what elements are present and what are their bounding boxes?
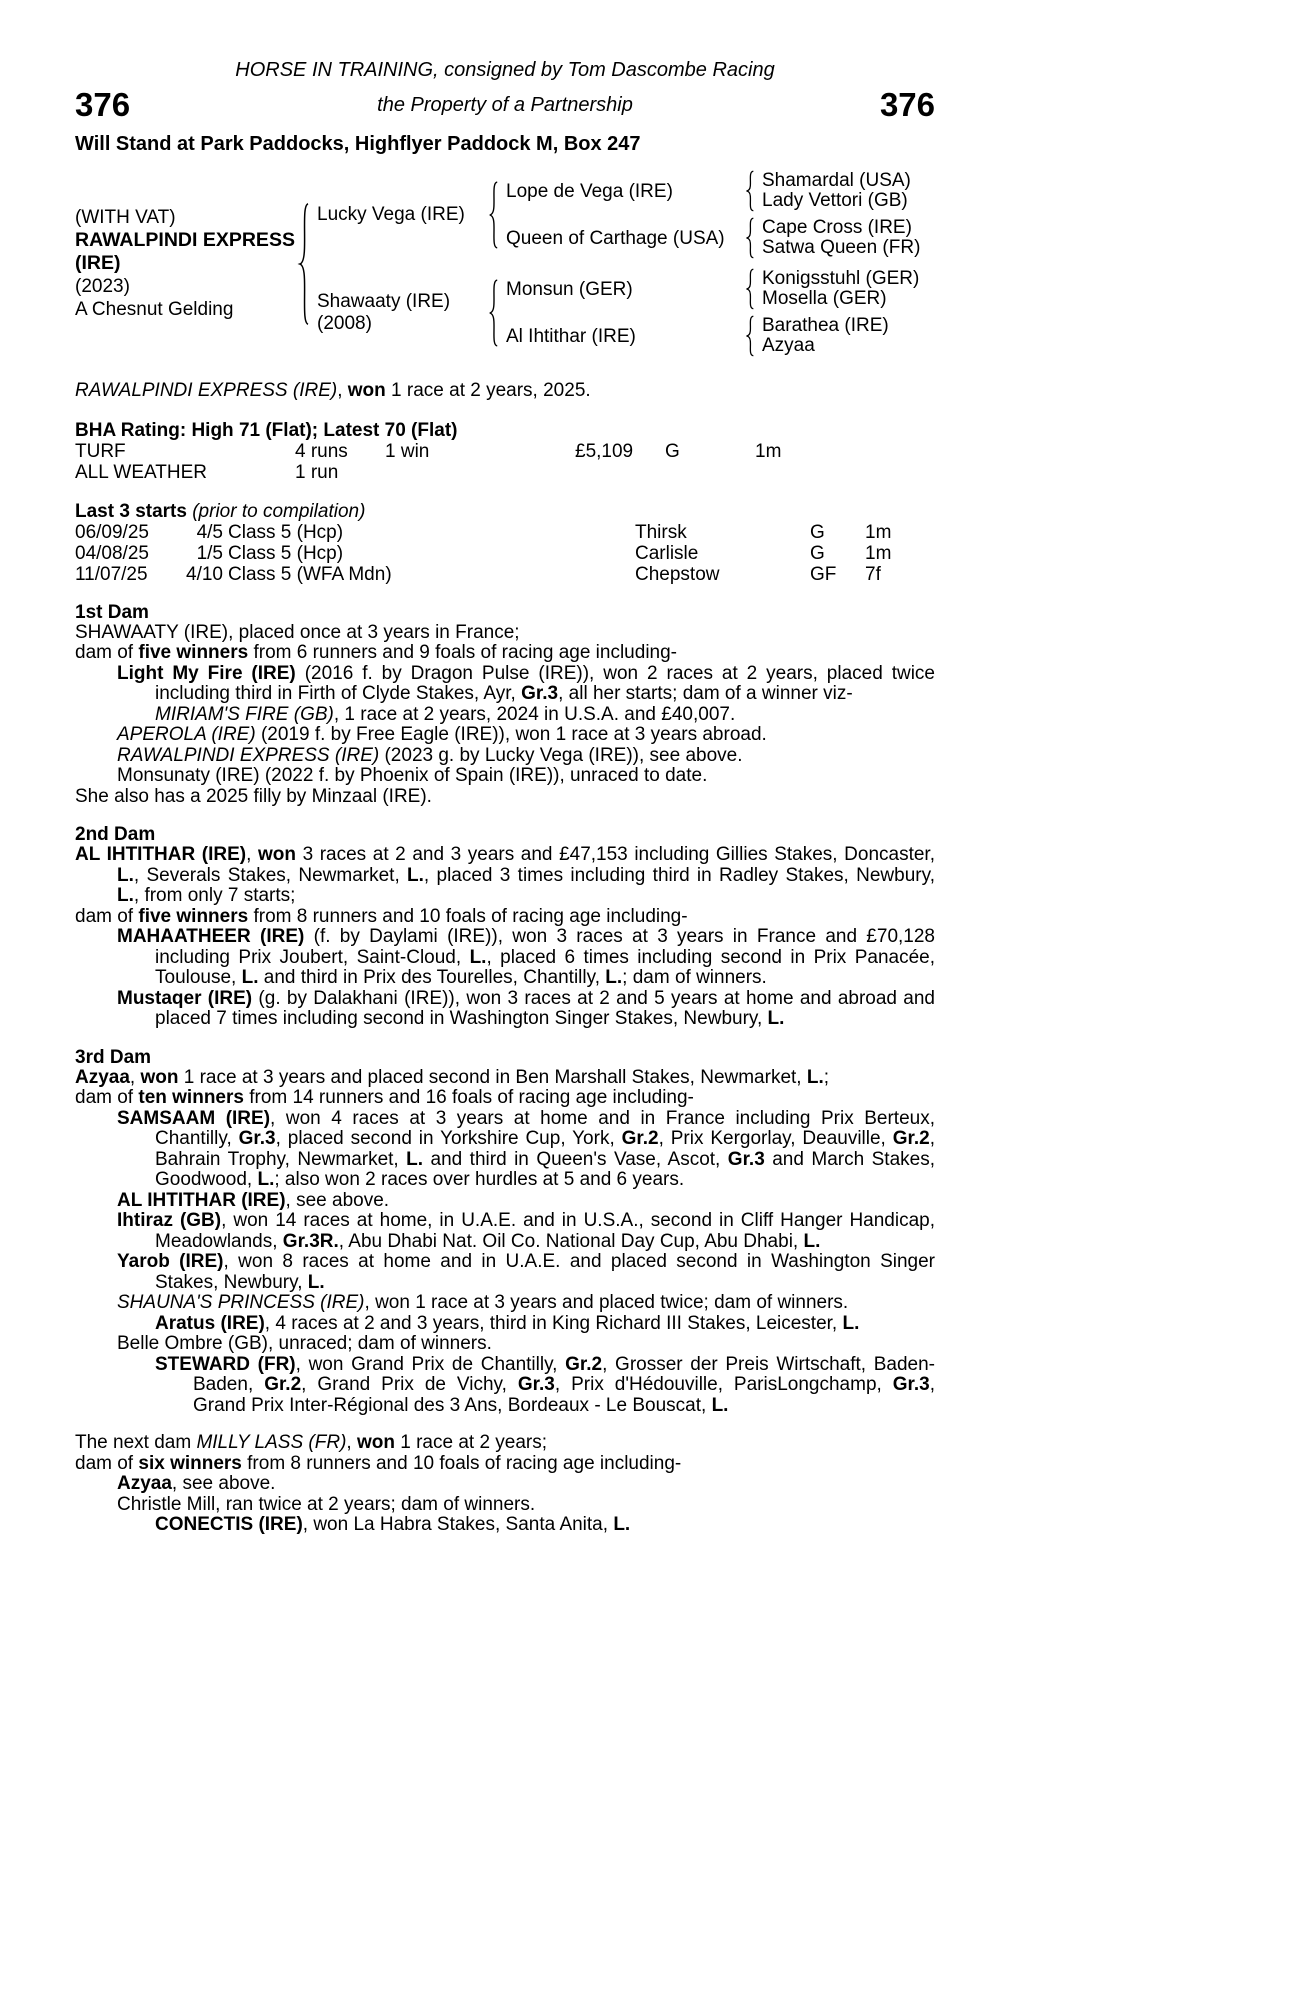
text-run: , placed 3 times including third in Radley Stakes, Newbury, <box>423 864 935 886</box>
start-position: 1/5 <box>196 542 223 564</box>
text-run: L. <box>117 864 134 886</box>
gen3-name: Mosella (GER) <box>762 288 887 309</box>
text-run: (g. by Dalakhani (IRE)), won 3 races at 2 and 5 years at home and abroad and placed 7 times including second in Washington Singer Stakes, Newbury, <box>155 987 935 1029</box>
section-heading: 3rd Dam <box>75 1046 152 1068</box>
dam-block <box>317 291 487 335</box>
subject-info <box>75 206 297 321</box>
paragraph <box>75 989 935 1030</box>
paragraph <box>75 725 935 746</box>
paragraph <box>75 1252 935 1293</box>
text-run: dam of <box>75 1452 139 1474</box>
text-run: , from only 7 starts; <box>133 885 296 906</box>
stats-row <box>75 441 935 462</box>
text-run: L. <box>605 967 623 988</box>
generation-1 <box>317 170 920 357</box>
start-row <box>75 522 935 543</box>
brace-icon <box>744 217 755 259</box>
section-heading: 1st Dam <box>75 601 149 623</box>
text-run: ten winners <box>138 1087 244 1108</box>
start-class: Class 5 (Hcp) <box>228 542 344 564</box>
text-run: , placed second in Yorkshire Cup, York, <box>275 1128 622 1149</box>
paragraph <box>75 766 935 787</box>
text-run: , won 4 races at 3 years at home and in France including Prix Berteux, Chantilly, <box>155 1107 935 1149</box>
text-run: from 14 runners and 16 foals of racing age including- <box>243 1087 694 1108</box>
text-run: MILLY LASS (FR) <box>196 1432 347 1453</box>
lot-number-right: 376 <box>879 86 935 123</box>
text-run: She also has a 2025 filly by Minzaal (IRE). <box>75 785 432 807</box>
text-run: Aratus (IRE) <box>155 1312 265 1334</box>
text-run: Belle Ombre (GB), unraced; dam of winners. <box>117 1333 492 1354</box>
sire-block <box>317 204 487 226</box>
sire-dam-row <box>506 217 920 259</box>
text-run: APEROLA (IRE) <box>117 724 256 745</box>
text-run: Gr.3 <box>521 683 559 704</box>
text-run: , placed 6 times including second in Prix Panacée, Toulouse, <box>155 946 935 988</box>
text-run: , won 1 race at 3 years and placed twice; dam of winners. <box>364 1292 849 1313</box>
text-run: Gr.3 <box>892 1374 930 1395</box>
text-run: L. <box>307 1271 325 1293</box>
text-run: , <box>129 1066 141 1088</box>
start-date: 06/09/25 <box>75 521 149 543</box>
gen3-name: Konigsstuhl (GER) <box>762 268 920 289</box>
paragraph <box>75 1191 935 1212</box>
subject-horse-name: RAWALPINDI EXPRESS (IRE) <box>75 229 295 274</box>
text-run: ; dam of winners. <box>622 967 767 988</box>
gen3-name: Barathea (IRE) <box>762 315 889 336</box>
text-run: L. <box>711 1394 729 1416</box>
sire-row <box>317 170 920 259</box>
brace-icon <box>487 180 499 250</box>
catalogue-page <box>75 0 935 1536</box>
stats-earnings: £5,109 <box>575 440 634 462</box>
dam-name: Shawaaty (IRE) <box>317 290 451 312</box>
dam-section <box>75 1433 935 1536</box>
paragraph <box>75 1211 935 1252</box>
text-run: (f. by Daylami (IRE)), won 3 races at 3 years in France and £70,128 including Prix Joubert, Saint-Cloud, <box>155 926 935 968</box>
dam-sire-row <box>506 268 919 310</box>
text-run: Azyaa <box>75 1066 130 1088</box>
dam-dam-name: Al Ihtithar (IRE) <box>506 325 636 347</box>
text-run: 1 race at 2 years, 2025. <box>385 380 591 401</box>
text-run: Gr.2 <box>892 1128 930 1149</box>
race-record-summary <box>75 381 935 402</box>
text-run: L. <box>842 1312 860 1334</box>
text-run: Gr.2 <box>565 1353 603 1375</box>
text-run: won <box>356 1432 395 1453</box>
brace-icon <box>297 200 310 328</box>
sire-name: Lucky Vega (IRE) <box>317 203 465 225</box>
gen3-name: Azyaa <box>762 335 815 356</box>
text-run: dam of <box>75 1087 139 1108</box>
text-run: , won Grand Prix de Chantilly, <box>295 1353 566 1375</box>
text-run: ; also won 2 races over hurdles at 5 and 6 years. <box>274 1169 685 1190</box>
text-run: Gr.3R. <box>282 1230 339 1252</box>
text-run: six winners <box>138 1452 242 1474</box>
stats-surface: TURF <box>75 440 126 462</box>
text-run: L. <box>803 1230 821 1252</box>
lot-row <box>75 84 935 126</box>
paragraph <box>75 643 935 664</box>
paragraph <box>75 746 935 767</box>
start-going: GF <box>810 563 837 585</box>
text-run: The next dam <box>75 1432 197 1453</box>
text-run: from 8 runners and 10 foals of racing age including- <box>241 1452 682 1474</box>
text-run: RAWALPINDI EXPRESS (IRE) <box>117 744 380 766</box>
text-run: , see above. <box>285 1189 390 1211</box>
sire-dam-name: Queen of Carthage (USA) <box>506 227 725 249</box>
text-run: five winners <box>138 642 249 663</box>
text-run: (2023 g. by Lucky Vega (IRE)), see above. <box>379 744 743 766</box>
text-run: Ihtiraz (GB) <box>117 1210 222 1231</box>
paragraph <box>75 927 935 989</box>
start-going: G <box>810 542 825 564</box>
text-run: , <box>246 844 258 865</box>
paragraph <box>75 1293 935 1314</box>
paragraph <box>75 1088 935 1109</box>
text-run: SHAUNA'S PRINCESS (IRE) <box>117 1292 365 1313</box>
start-row <box>75 543 935 564</box>
text-run: L. <box>613 1514 631 1535</box>
text-run: , all her starts; dam of a winner viz- <box>558 683 853 704</box>
start-course: Carlisle <box>635 542 699 564</box>
text-run: , Bahrain Trophy, Newmarket, <box>155 1128 935 1170</box>
last3-title: Last 3 starts <box>75 500 187 522</box>
text-run: won <box>140 1066 179 1088</box>
paragraph <box>75 1454 935 1475</box>
dam-year: (2008) <box>317 312 372 334</box>
dam-section <box>75 1047 935 1417</box>
text-run: , Prix d'Hédouville, ParisLongchamp, <box>554 1374 893 1395</box>
gen3-name: Shamardal (USA) <box>762 170 911 191</box>
text-run: SAMSAAM (IRE) <box>117 1107 271 1129</box>
stats-row <box>75 462 935 483</box>
dam-sire-name: Monsun (GER) <box>506 278 633 300</box>
text-run: won <box>347 380 386 401</box>
text-run: Yarob (IRE) <box>117 1251 224 1272</box>
text-run: and third in Queen's Vase, Ascot, <box>423 1148 728 1170</box>
text-run: , <box>337 380 348 401</box>
text-run: L. <box>767 1008 785 1029</box>
text-run: (2016 f. by Dragon Pulse (IRE)), won 2 races at 2 years, placed twice including third in Firth of Clyde Stakes, Ayr, <box>155 662 935 704</box>
paragraph <box>75 1433 935 1454</box>
text-run: , 4 races at 2 and 3 years, third in King Richard III Stakes, Leicester, <box>264 1312 843 1334</box>
text-run: CONECTIS (IRE) <box>155 1514 303 1535</box>
text-run: five winners <box>138 905 249 927</box>
pedigree-table <box>75 170 935 357</box>
text-run: 1 race at 2 years; <box>394 1432 548 1453</box>
text-run: RAWALPINDI EXPRESS (IRE) <box>75 380 338 401</box>
text-run: Gr.3 <box>517 1374 555 1395</box>
text-run: AL IHTITHAR (IRE) <box>117 1189 286 1211</box>
last3-note: (prior to compilation) <box>186 500 366 522</box>
text-run: , won 14 races at home, in U.A.E. and in U.S.A., second in Cliff Hanger Handicap, Meadowlands, <box>155 1210 936 1252</box>
bha-rating-line: BHA Rating: High 71 (Flat); Latest 70 (Flat) <box>75 419 458 441</box>
dam-row <box>317 268 920 357</box>
text-run: L. <box>257 1169 275 1190</box>
text-run: MIRIAM'S FIRE (GB) <box>155 703 334 725</box>
paragraph <box>75 845 935 907</box>
paragraph <box>75 1355 935 1417</box>
dam-section <box>75 824 935 1030</box>
stats-surface: ALL WEATHER <box>75 461 207 483</box>
text-run: 3 races at 2 and 3 years and £47,153 including Gillies Stakes, Doncaster, <box>295 844 935 865</box>
start-course: Chepstow <box>635 563 720 585</box>
text-run: , Abu Dhabi Nat. Oil Co. National Day Cup, Abu Dhabi, <box>338 1230 804 1252</box>
text-run: , <box>346 1432 357 1453</box>
text-run: SHAWAATY (IRE), placed once at 3 years in France; <box>75 621 520 643</box>
sire-sire-name: Lope de Vega (IRE) <box>506 180 673 202</box>
dam-section <box>75 602 935 808</box>
start-position: 4/10 <box>186 563 223 585</box>
paragraph <box>75 1495 935 1516</box>
text-run: dam of <box>75 905 139 927</box>
text-run: , won 8 races at home and in U.A.E. and placed second in Washington Singer Stakes, Newbury, <box>155 1251 935 1293</box>
brace-icon <box>487 278 499 348</box>
text-run: L. <box>406 1148 424 1170</box>
stats-runs: 1 run <box>295 461 339 483</box>
gen3-name: Lady Vettori (GB) <box>762 190 908 211</box>
start-row <box>75 564 935 585</box>
text-run: Azyaa <box>117 1473 172 1494</box>
text-run: L. <box>407 864 424 886</box>
text-run: Gr.2 <box>621 1128 659 1149</box>
sire-sire-row <box>506 170 920 212</box>
stabling-location-line: Will Stand at Park Paddocks, Highflyer Paddock M, Box 247 <box>75 133 641 155</box>
brace-icon <box>744 170 755 212</box>
paragraph <box>75 664 935 705</box>
vat-note: (WITH VAT) <box>75 207 176 228</box>
start-position: 4/5 <box>196 521 223 543</box>
start-distance: 1m <box>865 521 892 543</box>
stats-distance: 1m <box>755 440 782 462</box>
text-run: from 6 runners and 9 foals of racing age including- <box>248 642 678 663</box>
text-run: Mustaqer (IRE) <box>117 987 253 1009</box>
text-run: won <box>257 844 296 865</box>
text-run: L. <box>241 967 259 988</box>
text-run: L. <box>469 946 487 968</box>
paragraph <box>75 787 935 808</box>
text-run: , Grand Prix Inter-Régional des 3 Ans, Bordeaux - Le Bouscat, <box>193 1374 936 1416</box>
paragraph <box>75 907 935 928</box>
subject-description: A Chesnut Gelding <box>75 299 234 320</box>
text-run: , 1 race at 2 years, 2024 in U.S.A. and £40,007. <box>333 703 736 725</box>
text-run: , Grand Prix de Vichy, <box>301 1374 518 1395</box>
text-run: dam of <box>75 642 139 663</box>
dam-dam-row <box>506 315 919 357</box>
section-heading: 2nd Dam <box>75 824 156 845</box>
paragraph <box>75 1334 935 1355</box>
text-run: L. <box>117 885 134 906</box>
text-run: Light My Fire (IRE) <box>117 662 296 684</box>
paragraph <box>75 1515 935 1536</box>
stats-runs: 4 runs <box>295 440 348 462</box>
stats-wins: 1 win <box>385 440 430 462</box>
brace-icon <box>744 268 755 310</box>
start-going: G <box>810 521 825 543</box>
text-run: , Grosser der Preis Wirtschaft, Baden-Baden, <box>193 1353 935 1395</box>
brace-icon <box>744 315 755 357</box>
start-distance: 7f <box>865 563 881 585</box>
text-run: and third in Prix des Tourelles, Chantilly, <box>258 967 606 988</box>
start-distance: 1m <box>865 542 892 564</box>
text-run: L. <box>806 1066 824 1088</box>
text-run: Gr.3 <box>727 1148 765 1170</box>
lot-number-left: 376 <box>75 86 131 123</box>
text-run: 1 race at 3 years and placed second in Ben Marshall Stakes, Newmarket, <box>178 1066 807 1088</box>
text-run: Gr.2 <box>264 1374 302 1395</box>
dam-sections <box>75 602 935 1536</box>
text-run: (2019 f. by Free Eagle (IRE)), won 1 race at 3 years abroad. <box>255 724 767 745</box>
paragraph <box>75 705 935 726</box>
gen3-name: Cape Cross (IRE) <box>762 217 912 238</box>
text-run: , Prix Kergorlay, Deauville, <box>658 1128 893 1149</box>
text-run: and March Stakes, Goodwood, <box>155 1148 935 1190</box>
paragraph <box>75 1314 935 1335</box>
start-date: 11/07/25 <box>75 563 148 585</box>
text-run: MAHAATHEER (IRE) <box>117 926 305 947</box>
text-run: , see above. <box>171 1473 276 1494</box>
paragraph <box>75 1109 935 1191</box>
start-date: 04/08/25 <box>75 542 149 564</box>
gen3-name: Satwa Queen (FR) <box>762 237 921 258</box>
stats-going: G <box>665 440 680 462</box>
subject-year: (2023) <box>75 276 130 297</box>
text-run: ; <box>823 1066 830 1088</box>
paragraph <box>75 1474 935 1495</box>
text-run: Monsunaty (IRE) (2022 f. by Phoenix of Spain (IRE)), unraced to date. <box>117 765 708 786</box>
text-run: STEWARD (FR) <box>155 1353 296 1375</box>
text-run: , won La Habra Stakes, Santa Anita, <box>302 1514 614 1535</box>
consignor-line: HORSE IN TRAINING, consigned by Tom Dascombe Racing <box>235 59 775 81</box>
text-run: AL IHTITHAR (IRE) <box>75 844 247 865</box>
start-class: Class 5 (Hcp) <box>228 521 344 543</box>
text-run: , Severals Stakes, Newmarket, <box>133 864 408 886</box>
text-run: Gr.3 <box>238 1128 276 1149</box>
text-run: Christle Mill, ran twice at 2 years; dam of winners. <box>117 1493 536 1515</box>
start-class: Class 5 (WFA Mdn) <box>228 563 392 585</box>
start-course: Thirsk <box>635 521 687 543</box>
last3-heading <box>75 501 935 522</box>
paragraph <box>75 623 935 644</box>
text-run: from 8 runners and 10 foals of racing age including- <box>248 905 688 927</box>
property-line: the Property of a Partnership <box>377 94 633 116</box>
paragraph <box>75 1068 935 1089</box>
